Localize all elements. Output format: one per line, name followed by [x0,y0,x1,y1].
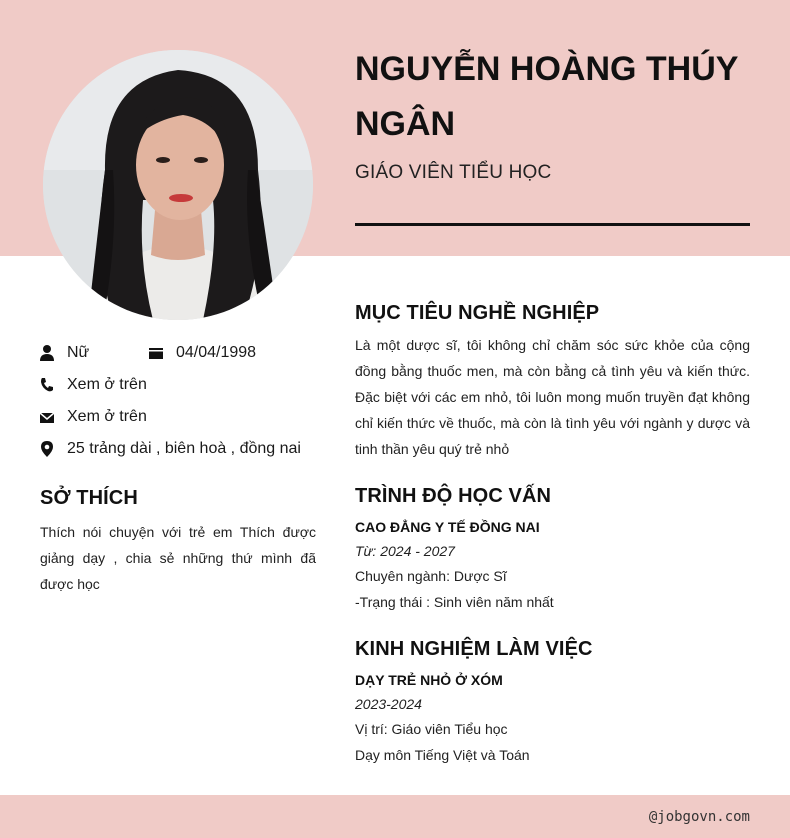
experience-period: 2023-2024 [355,696,422,712]
title-divider [355,223,750,226]
objective-text: Là một dược sĩ, tôi không chỉ chăm sóc sức khỏe của cộng đồng bằng thuốc men, mà còn bằng cả tình yêu và kiến thức. Đặc biệt với các em nhỏ, tôi luôn mong muốn truyền đạt không chỉ kiến thức về thuốc, mà còn là tình yêu với ngành y dược và tinh thần yêu quý trẻ nhỏ [355,337,750,457]
email-row [38,407,238,427]
location-pin-icon [38,440,56,458]
profile-photo [43,50,313,320]
footer-brand: @jobgovn.com [648,809,750,825]
address-row [38,439,318,459]
calendar-icon [147,344,165,362]
birthday-value: 04/04/1998 [176,344,257,361]
education-school: CAO ĐẲNG Y TẾ ĐỒNG NAI [355,519,540,535]
experience-subjects: Dạy môn Tiếng Việt và Toán [355,747,530,763]
education-major: Chuyên ngành: Dược Sĩ [355,568,507,584]
person-icon [38,344,56,362]
phone-icon [38,376,56,394]
experience-title: KINH NGHIỆM LÀM VIỆC [355,638,593,660]
phone-value: Xem ở trên [67,376,147,393]
gender-value: Nữ [67,344,90,361]
email-value: Xem ở trên [67,408,147,425]
job-title: GIÁO VIÊN TIỂU HỌC [355,162,552,183]
email-icon [38,408,56,426]
hobbies-title: SỞ THÍCH [40,487,138,509]
education-status: -Trạng thái : Sinh viên năm nhất [355,594,554,610]
education-period: Từ: 2024 - 2027 [355,543,455,559]
birthday-row [147,343,287,363]
experience-job: DẠY TRẺ NHỎ Ở XÓM [355,672,503,688]
objective-title: MỤC TIÊU NGHỀ NGHIỆP [355,302,600,324]
gender-row [38,343,158,363]
education-title: TRÌNH ĐỘ HỌC VẤN [355,485,552,507]
full-name: NGUYỄN HOÀNG THÚY NGÂN [355,50,738,143]
phone-row [38,375,238,395]
experience-position: Vị trí: Giáo viên Tiểu học [355,721,508,737]
hobbies-text: Thích nói chuyện với trẻ em Thích được giảng dạy , chia sẻ những thứ mình đã được học [40,524,316,592]
address-value: 25 trảng dài , biên hoà , đồng nai [67,440,301,457]
